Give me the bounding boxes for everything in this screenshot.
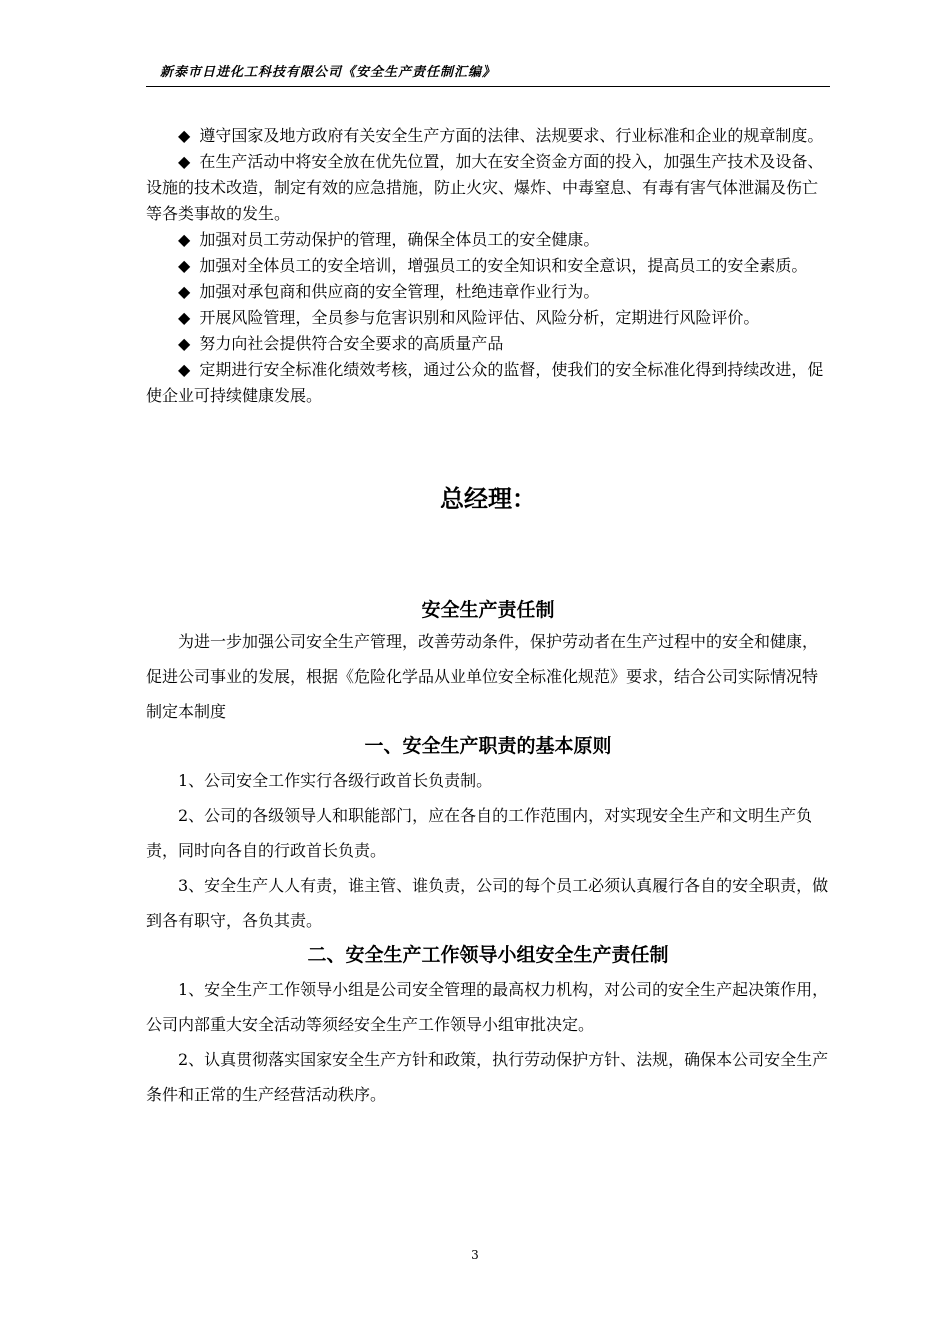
bullet-text: 加强对员工劳动保护的管理，确保全体员工的安全健康。 xyxy=(199,230,600,249)
bullet-item xyxy=(146,149,830,227)
general-manager-title: 总经理： xyxy=(440,485,536,513)
bullet-item xyxy=(146,123,830,149)
bullet-item xyxy=(146,279,830,305)
page-header xyxy=(146,64,830,87)
bullet-text: 加强对全体员工的安全培训，增强员工的安全知识和安全意识，提高员工的安全素质。 xyxy=(199,256,808,275)
diamond-bullet-icon: ◆ xyxy=(178,334,191,353)
bullet-text: 开展风险管理，全员参与危害识别和风险评估、风险分析，定期进行风险评价。 xyxy=(199,308,760,327)
section1-item: 3、安全生产人人有责，谁主管、谁负责，公司的每个员工必须认真履行各自的安全职责，做到各有职守，各负其责。 xyxy=(146,876,829,930)
bullet-item xyxy=(146,357,830,409)
section-heading-2: 二、安全生产工作领导小组安全生产责任制 xyxy=(307,944,669,966)
section-heading-1: 一、安全生产职责的基本原则 xyxy=(364,735,612,757)
document-title: 安全生产责任制 xyxy=(421,599,555,621)
diamond-bullet-icon: ◆ xyxy=(178,152,191,171)
bullet-text: 定期进行安全标准化绩效考核，通过公众的监督，使我们的安全标准化得到持续改进，促使企业可持续健康发展。 xyxy=(146,360,824,405)
bullet-text: 在生产活动中将安全放在优先位置，加大在安全资金方面的投入，加强生产技术及设备、设施的技术改造，制定有效的应急措施，防止火灾、爆炸、中毒窒息、有毒有害气体泄漏及伤亡等各类事故的发生。 xyxy=(146,152,824,223)
bullet-item xyxy=(146,331,830,357)
bullet-text: 努力向社会提供符合安全要求的高质量产品 xyxy=(199,334,504,353)
diamond-bullet-icon: ◆ xyxy=(178,256,191,275)
diamond-bullet-icon: ◆ xyxy=(178,360,191,379)
diamond-bullet-icon: ◆ xyxy=(178,126,191,145)
bullet-text: 加强对承包商和供应商的安全管理，杜绝违章作业行为。 xyxy=(199,282,600,301)
intro-paragraph: 为进一步加强公司安全生产管理，改善劳动条件，保护劳动者在生产过程中的安全和健康，促进公司事业的发展，根据《危险化学品从业单位安全标准化规范》要求，结合公司实际情况特制定本制度 xyxy=(146,632,819,721)
section1-item: 2、公司的各级领导人和职能部门，应在各自的工作范围内，对实现安全生产和文明生产负责，同时向各自的行政首长负责。 xyxy=(146,806,813,860)
bullet-text: 遵守国家及地方政府有关安全生产方面的法律、法规要求、行业标准和企业的规章制度。 xyxy=(199,126,824,145)
bullet-item xyxy=(146,253,830,279)
diamond-bullet-icon: ◆ xyxy=(178,282,191,301)
page-number: 3 xyxy=(471,1248,479,1262)
bullet-item xyxy=(146,305,830,331)
section2-item: 2、认真贯彻落实国家安全生产方针和政策，执行劳动保护方针、法规，确保本公司安全生产条件和正常的生产经营活动秩序。 xyxy=(146,1050,829,1104)
section2-item: 1、安全生产工作领导小组是公司安全管理的最高权力机构，对公司的安全生产起决策作用，公司内部重大安全活动等须经安全生产工作领导小组审批决定。 xyxy=(146,980,829,1034)
bullet-item xyxy=(146,227,830,253)
section1-item: 1、公司安全工作实行各级行政首长负责制。 xyxy=(178,771,493,790)
diamond-bullet-icon: ◆ xyxy=(178,308,191,327)
header-title: 新泰市日进化工科技有限公司《安全生产责任制汇编》 xyxy=(160,65,497,80)
page-content xyxy=(146,123,830,1112)
diamond-bullet-icon: ◆ xyxy=(178,230,191,249)
